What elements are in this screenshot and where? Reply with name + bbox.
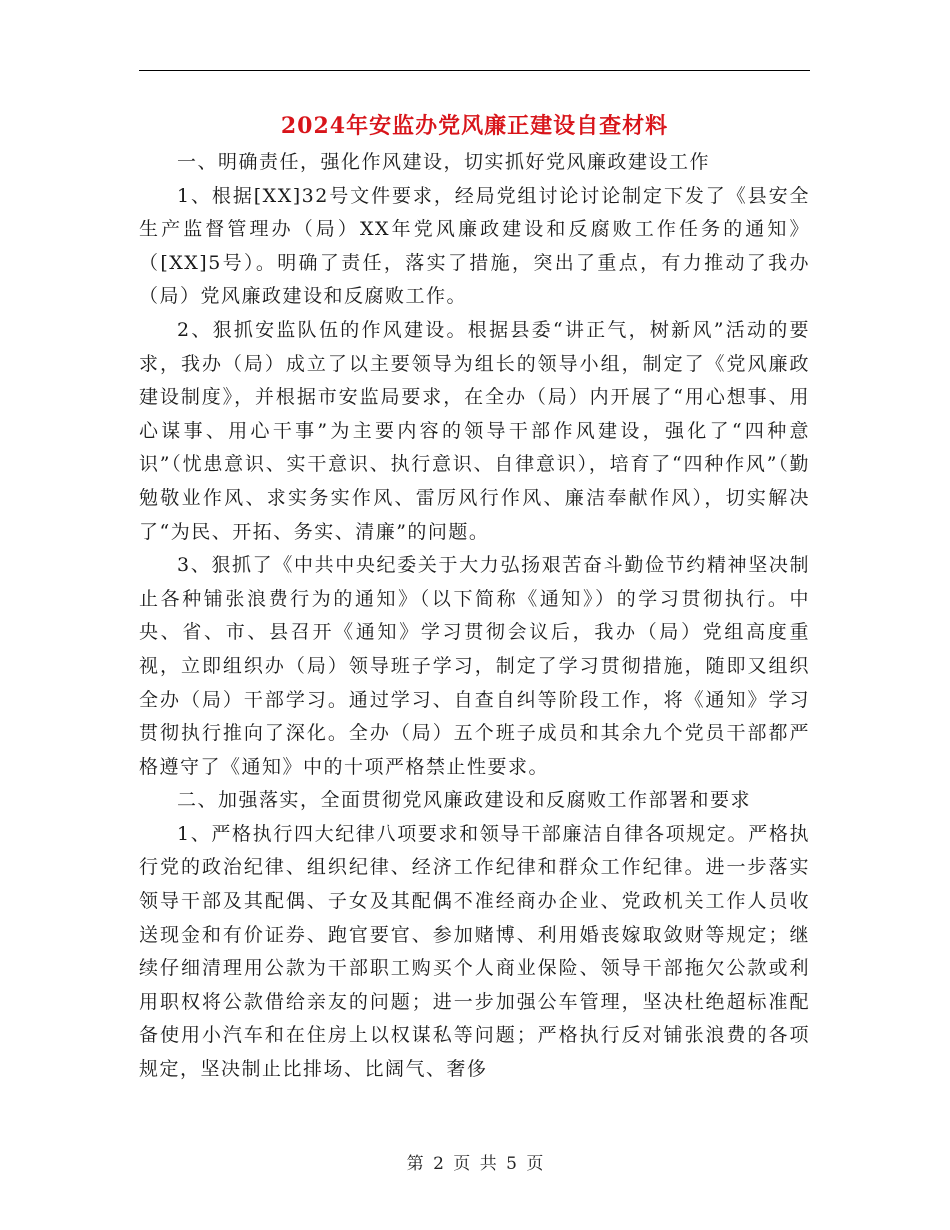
- section-heading-2: 二、加强落实，全面贯彻党风廉政建设和反腐败工作部署和要求: [177, 789, 752, 812]
- body-paragraph: 1、严格执行四大纪律八项要求和领导干部廉洁自律各项规定。严格执行党的政治纪律、组织纪律、经济工作纪律和群众工作纪律。进一步落实领导干部及其配偶、子女及其配偶不准经商办企业、党政机关工作人员收送现金和有价证券、跑官要官、参加赌博、利用婚丧嫁取敛财等规定；继续仔细清理用公款为干部职工购买个人商业保险、领导干部拖欠公款或利用职权将公款借给亲友的问题；进一步加强公车管理，坚决杜绝超标准配备使用小汽车和在住房上以权谋私等问题；严格执行反对铺张浪费的各项规定，坚决制止比排场、比阔气、奢侈: [139, 822, 810, 1081]
- body-paragraph: 1、根据[XX]32号文件要求，经局党组讨论讨论制定下发了《县安全生产监督管理办（局）XX年党风廉政建设和反腐败工作任务的通知》（[XX]5号）。明确了责任，落实了措施，突出了重点，有力推动了我办（局）党风廉政建设和反腐败工作。: [139, 184, 810, 308]
- page-number: 第 2 页 共 5 页: [406, 1154, 544, 1174]
- section-heading-1: 一、明确责任，强化作风建设，切实抓好党风廉政建设工作: [177, 151, 711, 173]
- header-rule: [139, 70, 810, 71]
- document-body: [139, 146, 810, 1087]
- body-paragraph: 2、狠抓安监队伍的作风建设。根据县委“讲正气，树新风”活动的要求，我办（局）成立了以主要领导为组长的领导小组，制定了《党风廉政建设制度》，并根据市安监局要求，在全办（局）内开展了“用心想事、用心谋事、用心干事”为主要内容的领导干部作风建设，强化了“四种意识”（忧患意识、实干意识、执行意识、自律意识），培育了“四种作风”（勤勉敬业作风、求实务实作风、雷厉风行作风、廉洁奉献作风），切实解决了“为民、开拓、务实、清廉”的问题。: [139, 318, 810, 543]
- document-title: 2024年安监办党风廉正建设自查材料: [280, 113, 669, 139]
- body-paragraph: 3、狠抓了《中共中央纪委关于大力弘扬艰苦奋斗勤俭节约精神坚决制止各种铺张浪费行为的通知》（以下简称《通知》）的学习贯彻执行。中央、省、市、县召开《通知》学习贯彻会议后，我办（局）党组高度重视，立即组织办（局）领导班子学习，制定了学习贯彻措施，随即又组织全办（局）干部学习。通过学习、自查自纠等阶段工作，将《通知》学习贯彻执行推向了深化。全办（局）五个班子成员和其余九个党员干部都严格遵守了《通知》中的十项严格禁止性要求。: [139, 554, 810, 778]
